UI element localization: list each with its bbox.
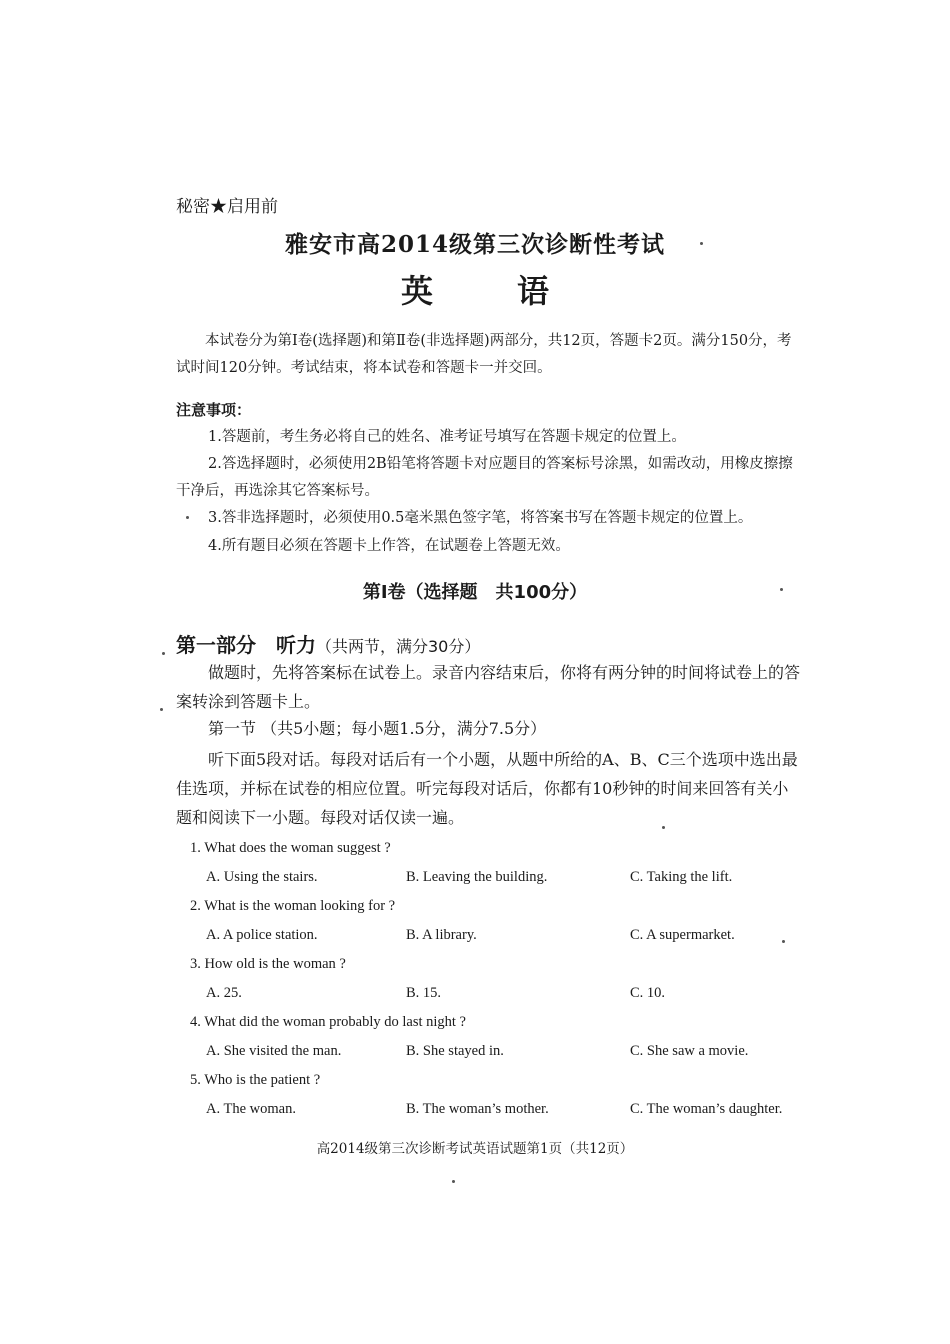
option-a: A. A police station. (206, 927, 318, 943)
scan-speck (452, 1180, 455, 1183)
note-item: 1.答题前，考生务必将自己的姓名、准考证号填写在答题卡规定的位置上。 (208, 429, 686, 445)
confidential-label: 秘密★启用前 (176, 197, 278, 217)
note-item: 3.答非选择题时，必须使用0.5毫米黑色签字笔，将答案书写在答题卡规定的位置上。 (208, 510, 753, 526)
volume-title: 第Ⅰ卷（选择题 共100分） (362, 582, 588, 603)
subject-char-1: 英 (400, 272, 433, 310)
scan-speck (662, 826, 665, 829)
scan-speck (186, 516, 189, 519)
scan-speck (780, 588, 783, 591)
question-text: 5. Who is the patient ? (190, 1072, 321, 1088)
option-b: B. She stayed in. (406, 1043, 504, 1059)
option-c: C. A supermarket. (630, 927, 735, 943)
option-a: A. The woman. (206, 1101, 296, 1117)
option-a: A. Using the stairs. (206, 869, 318, 885)
option-b: B. Leaving the building. (406, 869, 548, 885)
notes-title: 注意事项： (176, 401, 252, 419)
scan-speck (160, 708, 163, 711)
note-item: 4.所有题目必须在答题卡上作答，在试题卷上答题无效。 (208, 538, 570, 554)
section-instruction: 听下面5段对话。每段对话后有一个小题，从题中所给的A、B、C三个选项中选出最佳选项，并标在试卷的相应位置。听完每段对话后，你都有10秒钟的时间来回答有关小题和阅读下一小题。每段对话仅读一遍。 (176, 750, 798, 827)
scan-speck (162, 652, 165, 655)
page-footer: 高2014级第三次诊断考试英语试题第1页（共12页） (316, 1141, 634, 1157)
option-c: C. The woman’s daughter. (630, 1101, 783, 1117)
option-c: C. She saw a movie. (630, 1043, 749, 1059)
option-c: C. Taking the lift. (630, 869, 733, 885)
part-subtitle: （共两节，满分30分） (316, 637, 481, 656)
note-item: 2.答选择题时，必须使用2B铅笔将答题卡对应题目的答案标号涂黑，如需改动，用橡皮擦擦干净后，再选涂其它答案标号。 (176, 456, 793, 499)
scan-speck (700, 242, 703, 245)
question-text: 4. What did the woman probably do last night ? (190, 1014, 466, 1030)
part-heading (176, 629, 480, 658)
question-text: 3. How old is the woman ? (190, 956, 346, 972)
part-title: 第一部分 听力 (176, 633, 316, 657)
option-b: B. A library. (406, 927, 477, 943)
option-a: A. 25. (206, 985, 242, 1001)
subject-char-2: 语 (517, 272, 550, 310)
question-text: 1. What does the woman suggest ? (190, 840, 391, 856)
option-b: B. The woman’s mother. (406, 1101, 549, 1117)
option-b: B. 15. (406, 985, 442, 1001)
option-a: A. She visited the man. (206, 1043, 342, 1059)
subject-title (0, 266, 950, 312)
option-c: C. 10. (630, 985, 666, 1001)
scan-speck (782, 940, 785, 943)
question-text: 2. What is the woman looking for ? (190, 898, 396, 914)
exam-title: 雅安市高2014级第三次诊断性考试 (284, 231, 665, 258)
section-title: 第一节 （共5小题；每小题1.5分，满分7.5分） (208, 719, 547, 738)
part-instruction: 做题时，先将答案标在试卷上。录音内容结束后，你将有两分钟的时间将试卷上的答案转涂到答题卡上。 (176, 663, 801, 711)
intro-paragraph: 本试卷分为第Ⅰ卷(选择题)和第Ⅱ卷(非选择题)两部分，共12页，答题卡2页。满分150分，考试时间120分钟。考试结束，将本试卷和答题卡一并交回。 (176, 333, 792, 376)
